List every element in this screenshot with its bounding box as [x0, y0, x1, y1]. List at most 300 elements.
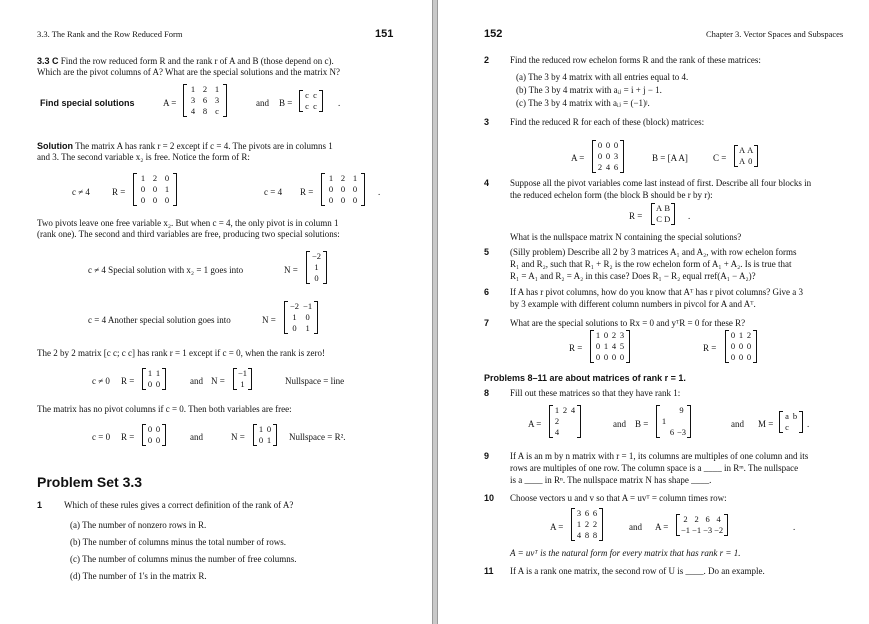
- matrix-entry: −2: [714, 525, 724, 535]
- matrix-entry: 1: [140, 173, 146, 183]
- matrix-row: [553, 427, 577, 438]
- matrix-entry: [561, 427, 569, 438]
- matrix-entry: A: [739, 156, 746, 166]
- two-by-two-text: The 2 by 2 matrix [c c; c c] has rank r = 1 except if c = 0, when the rank is zero!: [37, 348, 326, 358]
- matrix-entry: 2: [562, 405, 568, 415]
- matrix-entry: 0: [738, 352, 744, 362]
- matrix-row: [288, 312, 314, 323]
- matrix-entry: 3: [619, 330, 625, 340]
- matrix-entry: 0: [328, 195, 334, 205]
- matrix-entry: 0: [730, 330, 736, 340]
- problem-3-text: Find the reduced R for each of these (block) matrices:: [510, 117, 705, 127]
- matrix-entry: [791, 422, 799, 433]
- matrix-entry: −2: [290, 301, 300, 311]
- problem-4-text-3: What is the nullspace matrix N containing the special solutions?: [510, 232, 742, 242]
- matrix-row: [146, 368, 162, 379]
- matrix-r-7b: [725, 330, 757, 363]
- matrix-entry: 5: [619, 341, 625, 351]
- matrix-entry: [660, 427, 668, 438]
- matrix-entry: −1: [238, 368, 248, 378]
- matrix-r-blocks-period: .: [688, 211, 691, 221]
- matrix-entry: 6: [584, 508, 590, 518]
- matrix-row: [783, 411, 799, 422]
- matrix-entry: 0: [155, 424, 161, 434]
- matrix-entry: [561, 416, 569, 427]
- page-number: 151: [375, 28, 394, 40]
- matrix-entry: 3: [576, 508, 582, 518]
- problems-8-11-heading: Problems 8–11 are about matrices of rank r = 1.: [484, 373, 686, 383]
- matrix-row: [680, 525, 724, 536]
- matrix-entry: 0: [155, 379, 161, 389]
- matrix-entry: 0: [619, 352, 625, 362]
- matrix-entry: 0: [595, 341, 601, 351]
- problem-2-option-c: (c) The 3 by 4 matrix with aᵢⱼ = (−1)ʲ.: [516, 98, 650, 108]
- matrix-entry: 0: [730, 352, 736, 362]
- matrix-entry: 0: [597, 151, 603, 161]
- matrix-entry: [660, 405, 668, 416]
- matrix-row: [655, 214, 671, 225]
- problem-9-text-2: rows are multiples of one row. The column space is a ____ in Rᵐ. The nullspace: [510, 463, 799, 473]
- matrix-a-10a: [571, 508, 603, 541]
- problem-11-text: If A is a rank one matrix, the second row of U is ____. Do an example.: [510, 566, 765, 576]
- matrix-entry: A: [739, 145, 746, 155]
- matrix-entry: −1: [692, 525, 702, 535]
- matrix-entry: 1: [240, 379, 245, 389]
- r-eq-label: R =: [112, 187, 126, 197]
- matrix-entry: 2: [554, 416, 560, 426]
- matrix-entry: 0: [611, 352, 617, 362]
- nullspace-line-label: Nullspace = line: [285, 376, 345, 386]
- matrix-r-rank-2: [133, 173, 177, 206]
- problem-1-option-c: (c) The number of columns minus the number of free columns.: [70, 554, 297, 564]
- matrix-entry: 0: [305, 312, 310, 322]
- matrix-entry: 2: [683, 514, 688, 524]
- matrix-entry: c: [305, 90, 309, 100]
- matrix-entry: A: [747, 145, 754, 155]
- matrix-entry: 0: [603, 330, 609, 340]
- matrix-entry: 1: [155, 368, 161, 378]
- n-eq-label-4: N =: [231, 432, 245, 442]
- solution-text-1: The matrix A has rank r = 2 except if c = 4. The pivots are in columns 1: [75, 141, 333, 151]
- problem-3-number: 3: [484, 117, 490, 127]
- matrix-entry: 0: [147, 379, 153, 389]
- matrix-row: [288, 301, 314, 312]
- problem-7-text: What are the special solutions to Rx = 0 and yᵀR = 0 for these R?: [510, 318, 746, 328]
- m-eq-label: M =: [758, 419, 774, 429]
- matrix-entry: 1: [164, 184, 170, 194]
- matrix-a-8: [549, 405, 581, 438]
- matrix-row: [594, 352, 626, 363]
- matrix-m-8: [779, 411, 803, 433]
- matrix-entry: a: [785, 411, 789, 421]
- b-eq-block-label: B = [A A]: [652, 153, 688, 163]
- matrix-entry: 6: [202, 95, 208, 105]
- running-header-title: 3.3. The Rank and the Row Reduced Form: [37, 29, 183, 39]
- matrix-row: [237, 368, 248, 379]
- matrix-entry: 1: [266, 435, 272, 445]
- c-ne-4-label: c ≠ 4: [72, 187, 90, 197]
- matrix-entry: 6: [592, 508, 598, 518]
- matrix-c-block: [734, 145, 758, 167]
- n-eq-label: N =: [284, 265, 298, 275]
- matrix-entry: [569, 427, 577, 438]
- problem-1-number: 1: [37, 500, 43, 510]
- problem-4-text-2: the reduced echelon form (the block B should be r by r):: [510, 190, 713, 200]
- matrix-entry: 0: [266, 424, 272, 434]
- matrix-entry: 6: [669, 427, 675, 437]
- a-eq-label-10a: A =: [550, 522, 564, 532]
- matrix-entry: 0: [613, 140, 619, 150]
- matrix-entry: b: [792, 411, 798, 421]
- n-eq-label-3: N =: [211, 376, 225, 386]
- matrix-entry: 4: [605, 162, 611, 172]
- matrix-n-two-columns: [284, 301, 318, 334]
- matrix-entry: 3: [214, 95, 220, 105]
- matrix-entry: 1: [603, 341, 609, 351]
- problem-5-text-3: R₁ = A₁ and R₂ = A₂ in this case? Does R₁ − R₂ equal rref(A₁ − A₂)?: [510, 271, 756, 281]
- matrix-entry: 1: [214, 84, 220, 94]
- example-label: 3.3 C: [37, 56, 59, 66]
- problem-6-number: 6: [484, 287, 490, 297]
- problem-8-number: 8: [484, 388, 490, 398]
- matrix-entry: 0: [597, 140, 603, 150]
- matrix-row: [310, 251, 323, 262]
- matrix-row: [660, 405, 687, 416]
- matrix-entry: 0: [352, 195, 358, 205]
- r-eq-label-3: R =: [121, 376, 135, 386]
- matrix-n-line: [233, 368, 252, 390]
- matrix-row: [137, 173, 173, 184]
- and-label-2: and: [190, 376, 203, 386]
- matrix-row: [594, 330, 626, 341]
- matrix-entry: 0: [140, 184, 146, 194]
- problem-8-text: Fill out these matrices so that they have rank 1:: [510, 388, 681, 398]
- and-label-10: and: [629, 522, 642, 532]
- matrix-row: [257, 435, 273, 446]
- matrix-entry: 0: [603, 352, 609, 362]
- problem-10-note: A = uvᵀ is the natural form for every matrix that has rank r = 1.: [510, 548, 741, 558]
- matrix-entry: c: [785, 422, 789, 432]
- matrix-entry: −3: [703, 525, 713, 535]
- example-intro-line-1: [37, 56, 334, 66]
- matrix-entry: 1: [576, 519, 582, 529]
- matrix-row: [575, 530, 599, 541]
- r-eq-label-right: R =: [629, 211, 643, 221]
- c-eq-0-label: c = 0: [92, 432, 111, 442]
- matrix-row: [303, 90, 319, 101]
- matrix-entry: c: [313, 90, 317, 100]
- problem-6-text-1: If A has r pivot columns, how do you know that Aᵀ has r pivot columns? Give a 3: [510, 287, 803, 297]
- matrix-entry: c: [313, 101, 317, 111]
- r-eq-label-7b: R =: [703, 343, 717, 353]
- matrix-entry: 2: [746, 330, 752, 340]
- matrix-row: [596, 162, 620, 173]
- nullspace-r2-label: Nullspace = R².: [289, 432, 346, 442]
- matrix-row: [310, 273, 323, 284]
- problem-5-text-2: R₁ and R₂, such that R₁ + R₂ is the row echelon form of A₁ + A₂. Is is true that: [510, 259, 792, 269]
- matrix-entry: 1: [292, 312, 297, 322]
- a-eq-label-10b: A =: [655, 522, 669, 532]
- problem-2-option-a: (a) The 3 by 4 matrix with all entries equal to 4.: [516, 72, 689, 82]
- matrix-entry: 0: [147, 424, 153, 434]
- c-eq-4-label: c = 4: [264, 187, 283, 197]
- problem-5-text-1: (Silly problem) Describe all 2 by 3 matrices A₁ and A₂, with row echelon forms: [510, 247, 797, 257]
- matrix-a: [183, 84, 227, 117]
- matrix-entry: 1: [258, 424, 264, 434]
- problem-set-title: Problem Set 3.3: [37, 474, 143, 490]
- problem-11-number: 11: [484, 566, 494, 576]
- matrix-entry: 4: [611, 341, 617, 351]
- matrix-entry: 0: [328, 184, 334, 194]
- matrix-r-two-by-two: [142, 368, 166, 390]
- matrix-r-blocks: [651, 203, 675, 225]
- problem-9-text-1: If A is an m by n matrix with r = 1, its columns are multiples of one column and its: [510, 451, 809, 461]
- matrix-row: [257, 424, 273, 435]
- matrix-entry: 8: [202, 106, 208, 116]
- matrix-entry: 3: [190, 95, 196, 105]
- matrix-b-8: [656, 405, 691, 438]
- matrix-entry: 0: [140, 195, 146, 205]
- matrix-r-7a: [590, 330, 630, 363]
- c-ne-0-label: c ≠ 0: [92, 376, 110, 386]
- matrix-row: [325, 173, 361, 184]
- matrix-entry: 1: [314, 262, 319, 272]
- two-pivots-text-1: Two pivots leave one free variable x₂. But when c = 4, the only pivot is in column 1: [37, 218, 339, 228]
- matrix-entry: 2: [584, 519, 590, 529]
- matrix-entry: c: [305, 101, 309, 111]
- matrix-entry: −3: [677, 427, 687, 437]
- a-eq-label: A =: [163, 98, 177, 108]
- c-eq-label: C =: [713, 153, 727, 163]
- matrix-entry: [668, 405, 676, 416]
- matrix-entry: 2: [202, 84, 208, 94]
- problem-2-option-b: (b) The 3 by 4 matrix with aᵢⱼ = i + j − 1.: [516, 85, 662, 95]
- matrix-row: [137, 184, 173, 195]
- find-special-label: Find special solutions: [40, 98, 135, 108]
- special-solution-c-ne-4: c ≠ 4 Special solution with x₂ = 1 goes into: [88, 265, 244, 275]
- and-label-8a: and: [613, 419, 626, 429]
- matrix-entry: 0: [746, 352, 752, 362]
- matrix-entry: 6: [613, 162, 619, 172]
- matrix-row: [187, 95, 223, 106]
- matrix-row: [146, 435, 162, 446]
- matrix-a-block: [592, 140, 624, 173]
- matrix-row: [187, 84, 223, 95]
- b-eq-label: B =: [279, 98, 293, 108]
- matrix-row: [729, 330, 753, 341]
- b-eq-label-8: B =: [635, 419, 649, 429]
- matrix-entry: 0: [164, 173, 170, 183]
- matrix-entry: 0: [595, 352, 601, 362]
- matrix-entry: 4: [716, 514, 721, 524]
- matrix-row: [596, 140, 620, 151]
- matrix-row: [146, 379, 162, 390]
- problem-10-number: 10: [484, 493, 495, 503]
- special-solution-c-eq-4: c = 4 Another special solution goes into: [88, 315, 231, 325]
- problem-1-option-a: (a) The number of nonzero rows in R.: [70, 520, 207, 530]
- matrix-row: [237, 379, 248, 390]
- matrix-entry: 9: [679, 405, 684, 415]
- matrix-entry: 4: [190, 106, 196, 116]
- matrix-r-period: .: [378, 187, 381, 197]
- matrix-n-one-column: [306, 251, 327, 284]
- solution-label: Solution: [37, 141, 73, 151]
- problem-1-text: Which of these rules gives a correct definition of the rank of A?: [64, 500, 294, 510]
- matrix-entry: 0: [352, 184, 358, 194]
- matrix-entry: 1: [147, 368, 153, 378]
- matrix-entry: 0: [314, 273, 319, 283]
- matrix-row: [738, 145, 754, 156]
- matrix-entry: 0: [340, 195, 346, 205]
- matrix-entry: 0: [258, 435, 264, 445]
- problem-5-number: 5: [484, 247, 490, 257]
- matrix-row: [325, 184, 361, 195]
- problem-7-number: 7: [484, 318, 490, 328]
- matrix-entry: c: [215, 106, 219, 116]
- matrix-entry: 3: [613, 151, 619, 161]
- matrix-entry: 4: [554, 427, 560, 437]
- matrix-row: [146, 424, 162, 435]
- matrix-row: [729, 352, 753, 363]
- matrix-r-rank-1: [321, 173, 365, 206]
- matrix-entry: [676, 416, 687, 427]
- matrix-entry: 4: [570, 405, 576, 415]
- example-text-1: Find the row reduced form R and the rank r of A and B (those depend on c).: [60, 56, 334, 66]
- matrix-entry: 0: [147, 435, 153, 445]
- matrix-row: [553, 416, 577, 427]
- matrix-entry: 2: [340, 173, 346, 183]
- matrix-row: [738, 156, 754, 167]
- matrix-row: [288, 323, 314, 334]
- matrix-row: [655, 203, 671, 214]
- matrix-entry: 0: [164, 195, 170, 205]
- matrix-entry: 2: [592, 519, 598, 529]
- problem-1-option-d: (d) The number of 1's in the matrix R.: [70, 571, 207, 581]
- problem-10-text: Choose vectors u and v so that A = uvᵀ = column times row:: [510, 493, 727, 503]
- matrix-row: [553, 405, 577, 416]
- matrix-entry: 1: [595, 330, 601, 340]
- matrix-entry: 1: [352, 173, 358, 183]
- matrix-entry: 1: [328, 173, 334, 183]
- matrix-entry: −1: [303, 301, 313, 311]
- matrix-entry: 1: [305, 323, 310, 333]
- matrix-entry: 0: [746, 341, 752, 351]
- problem-4-text-1: Suppose all the pivot variables come last instead of first. Describe all four blocks in: [510, 178, 812, 188]
- matrix-entry: 0: [340, 184, 346, 194]
- matrix-a-10b-period: .: [793, 522, 796, 532]
- matrix-n-identity: [253, 424, 277, 446]
- matrix-row: [729, 341, 753, 352]
- matrix-row: [187, 106, 223, 117]
- matrix-b: [299, 90, 323, 112]
- matrix-m-period: .: [807, 419, 810, 429]
- n-eq-label-2: N =: [262, 315, 276, 325]
- no-pivot-text: The matrix has no pivot columns if c = 0. Then both variables are free:: [37, 404, 292, 414]
- matrix-a-10b: [676, 514, 728, 536]
- matrix-entry: D: [664, 214, 671, 224]
- matrix-entry: 2: [597, 162, 603, 172]
- and-label-3: and: [190, 432, 203, 442]
- problem-6-text-2: by 3 example with different column numbers in pivcol for A and Aᵀ.: [510, 299, 756, 309]
- example-text-2: Which are the pivot columns of A? What are the special solutions and the matrix N?: [37, 67, 340, 77]
- matrix-entry: 0: [152, 195, 158, 205]
- matrix-entry: 1: [738, 330, 744, 340]
- matrix-row: [660, 416, 687, 427]
- matrix-row: [680, 514, 724, 525]
- matrix-entry: 2: [611, 330, 617, 340]
- problem-4-number: 4: [484, 178, 490, 188]
- r-eq-label-4: R =: [121, 432, 135, 442]
- matrix-entry: 2: [694, 514, 699, 524]
- problem-9-text-3: is a ____ in Rⁿ. The nullspace matrix N has shape ____.: [510, 475, 712, 485]
- solution-text-2: and 3. The second variable x₂ is free. Notice the form of R:: [37, 152, 250, 162]
- running-header-chapter: Chapter 3. Vector Spaces and Subspaces: [706, 29, 844, 39]
- matrix-entry: 0: [152, 184, 158, 194]
- matrix-entry: 0: [605, 140, 611, 150]
- solution-line-1: [37, 141, 333, 151]
- matrix-entry: 2: [152, 173, 158, 183]
- matrix-b-period: .: [338, 98, 341, 108]
- matrix-entry: 4: [576, 530, 582, 540]
- matrix-entry: −1: [681, 525, 691, 535]
- matrix-entry: 1: [554, 405, 560, 415]
- matrix-entry: B: [664, 203, 671, 213]
- matrix-row: [575, 519, 599, 530]
- matrix-row: [137, 195, 173, 206]
- matrix-entry: 0: [605, 151, 611, 161]
- page-number-right: 152: [484, 28, 503, 40]
- a-eq-label-8: A =: [528, 419, 542, 429]
- matrix-entry: [569, 416, 577, 427]
- matrix-entry: −2: [312, 251, 322, 261]
- left-page: [0, 0, 433, 624]
- matrix-row: [310, 262, 323, 273]
- a-eq-label-right: A =: [571, 153, 585, 163]
- matrix-entry: 1: [661, 416, 667, 426]
- matrix-entry: 6: [705, 514, 710, 524]
- r-eq-label-2: R =: [300, 187, 314, 197]
- matrix-entry: 0: [730, 341, 736, 351]
- and-label-8b: and: [731, 419, 744, 429]
- matrix-row: [596, 151, 620, 162]
- matrix-entry: 0: [748, 156, 753, 166]
- matrix-entry: 8: [584, 530, 590, 540]
- problem-1-option-b: (b) The number of columns minus the total number of rows.: [70, 537, 287, 547]
- matrix-entry: 1: [190, 84, 196, 94]
- two-pivots-text-2: (rank one). The second and third variables are free, producing two special solutions:: [37, 229, 340, 239]
- matrix-row: [325, 195, 361, 206]
- matrix-entry: 0: [155, 435, 161, 445]
- matrix-row: [594, 341, 626, 352]
- matrix-entry: C: [656, 214, 662, 224]
- matrix-row: [783, 422, 799, 433]
- problem-2-text: Find the reduced row echelon forms R and the rank of these matrices:: [510, 55, 761, 65]
- and-label: and: [256, 98, 269, 108]
- matrix-entry: A: [656, 203, 663, 213]
- matrix-row: [660, 427, 687, 438]
- matrix-row: [575, 508, 599, 519]
- matrix-entry: [668, 416, 676, 427]
- matrix-entry: 8: [592, 530, 598, 540]
- matrix-entry: 0: [292, 323, 297, 333]
- right-page: [437, 0, 869, 624]
- r-eq-label-7a: R =: [569, 343, 583, 353]
- matrix-row: [303, 101, 319, 112]
- matrix-entry: 0: [738, 341, 744, 351]
- problem-9-number: 9: [484, 451, 490, 461]
- problem-2-number: 2: [484, 55, 490, 65]
- matrix-r-zero: [142, 424, 166, 446]
